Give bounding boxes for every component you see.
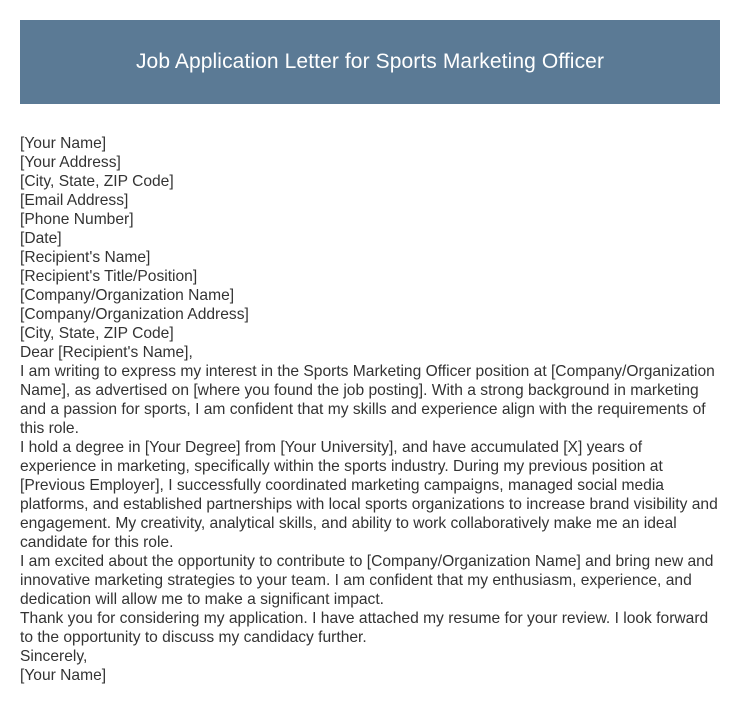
recipient-company-address: [Company/Organization Address]	[20, 306, 249, 323]
salutation: Dear [Recipient's Name],	[20, 344, 193, 361]
recipient-name: [Recipient's Name]	[20, 249, 151, 266]
sender-address: [Your Address]	[20, 154, 121, 171]
letter-body	[20, 134, 720, 685]
paragraph-thanks: Thank you for considering my application. I have attached my resume for your review. I look forward to the opportunity to discuss my candidacy further.	[20, 610, 709, 646]
paragraph-experience: I hold a degree in [Your Degree] from [Your University], and have accumulated [X] years of experience in marketing, specifically within the sports industry. During my previous position at [Previous Employer], I successfully coordinated marketing campaigns, managed social media platforms, and established partnerships with local sports organizations to increase brand visibility and engagement. My creativity, analytical skills, and ability to work collaboratively make me an ideal candidate for this role.	[20, 439, 718, 551]
page-title: Job Application Letter for Sports Marketing Officer	[135, 50, 605, 73]
paragraph-motivation: I am excited about the opportunity to contribute to [Company/Organization Name] and bring new and innovative marketing strategies to your team. I am confident that my enthusiasm, experience, and dedication will allow me to make a significant impact.	[20, 553, 714, 608]
sender-email: [Email Address]	[20, 192, 129, 209]
recipient-title: [Recipient's Title/Position]	[20, 268, 198, 285]
sender-name: [Your Name]	[20, 135, 107, 152]
letter-date: [Date]	[20, 230, 62, 247]
paragraph-intro: I am writing to express my interest in the Sports Marketing Officer position at [Company/Organization Name], as advertised on [where you found the job posting]. With a strong background in marketing and a passion for sports, I am confident that my skills and experience align with the requirements of this role.	[20, 363, 715, 437]
title-banner	[20, 20, 720, 104]
sender-phone: [Phone Number]	[20, 211, 134, 228]
closing: Sincerely,	[20, 648, 88, 665]
sender-city-state-zip: [City, State, ZIP Code]	[20, 173, 174, 190]
recipient-city-state-zip: [City, State, ZIP Code]	[20, 325, 174, 342]
recipient-company: [Company/Organization Name]	[20, 287, 235, 304]
signature: [Your Name]	[20, 667, 107, 684]
